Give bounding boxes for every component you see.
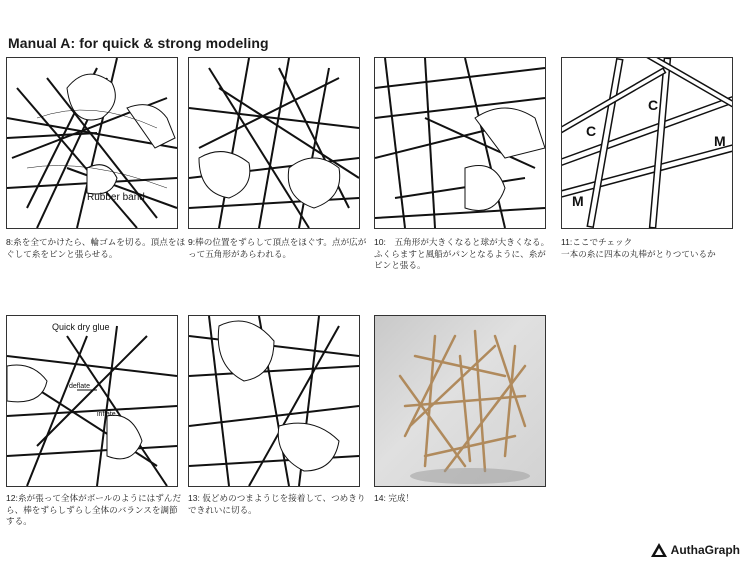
page-title: Manual A: for quick & strong modeling: [8, 35, 269, 51]
step-8-caption: 8:糸を全てかけたら、輪ゴムを切る。頂点をほぐして糸をピンと張らせる。: [6, 237, 186, 259]
step-13-illustration: [188, 315, 360, 487]
triangle-logo-icon: [651, 543, 667, 557]
label-m-1: M: [714, 133, 726, 149]
brand-name: AuthaGraph: [670, 543, 740, 557]
label-deflate: deflate: [69, 383, 91, 390]
step-14-caption: 14: 完成！: [374, 493, 415, 503]
step-12-illustration: [6, 315, 178, 487]
step-12-caption: 12:糸が張って全体がボールのようにはずんだら、棒をずらしずらし全体のバランスを調節する。: [6, 493, 182, 526]
label-m-2: M: [572, 193, 584, 209]
label-rubber-band: Rubber band: [87, 192, 145, 203]
stick-sketch: [7, 58, 177, 228]
stick-sketch: [562, 58, 732, 228]
stick-sketch: [189, 58, 359, 228]
step-10-illustration: [374, 57, 546, 229]
label-inflate: inflate: [97, 411, 116, 418]
step-8-illustration: [6, 57, 178, 229]
step-11-illustration: [561, 57, 733, 229]
step-10-caption: 10: 五角形が大きくなると球が大きくなる。ふくらますと風船がパンとなるように、糸がピンと張る。: [374, 237, 550, 270]
step-11-caption: 11:ここでチェック 一本の糸に四本の丸棒がとりつているか: [561, 237, 716, 259]
stick-sketch: [375, 58, 545, 228]
label-c-2: C: [648, 97, 659, 113]
finished-model: [375, 316, 545, 486]
step-9-illustration: [188, 57, 360, 229]
stick-sketch: [7, 316, 177, 486]
label-c-1: C: [586, 123, 597, 139]
step-9-caption: 9:棒の位置をずらして頂点をほぐす。点が広がって五角形があらわれる。: [188, 237, 367, 259]
brand-logo: [651, 543, 740, 557]
label-quick-dry-glue: Quick dry glue: [52, 322, 110, 332]
stick-sketch: [189, 316, 359, 486]
step-13-caption: 13: 仮どめのつまようじを接着して、つめきりできれいに切る。: [188, 493, 366, 515]
step-14-photo: [374, 315, 546, 487]
